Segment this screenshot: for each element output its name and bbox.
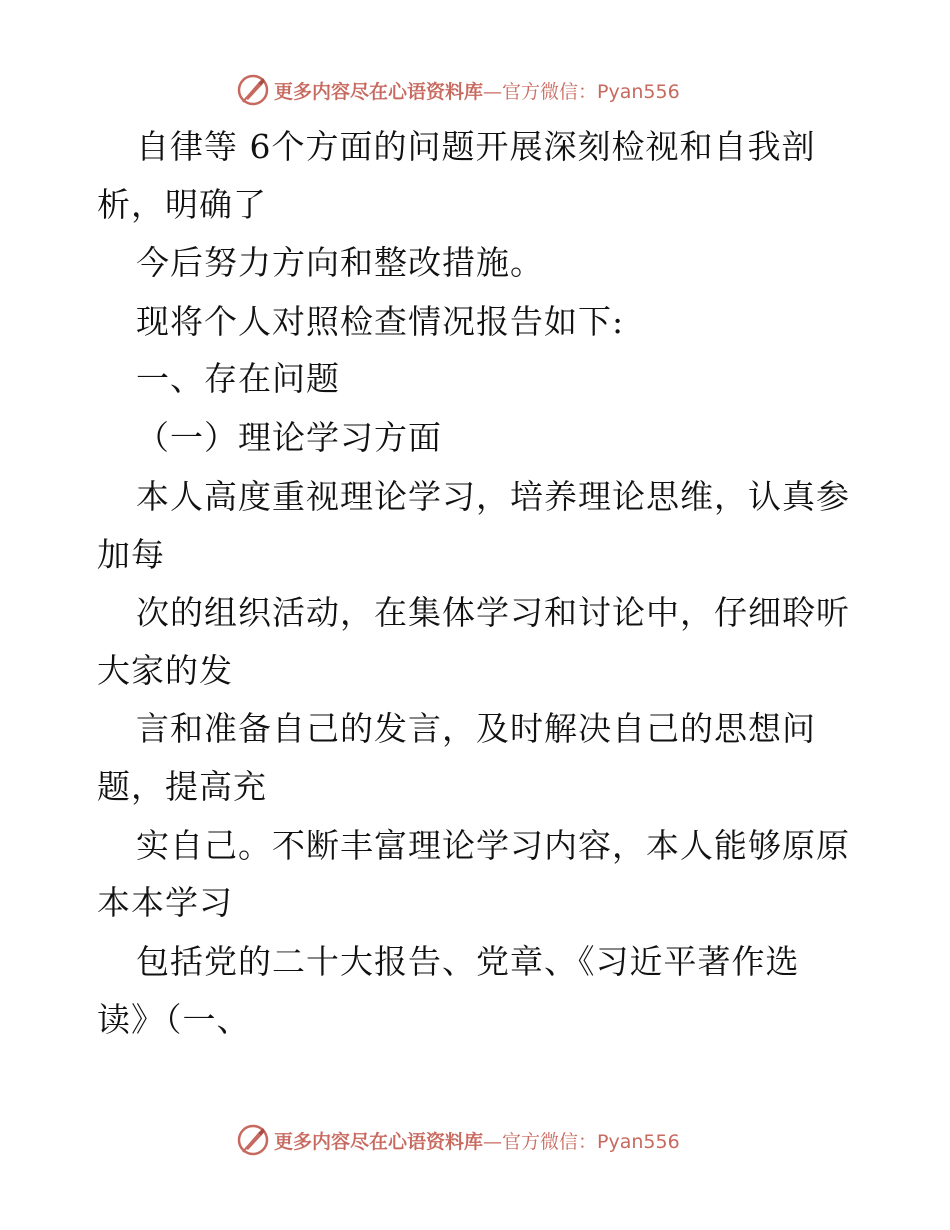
text-line: 析，明确了 (97, 185, 267, 224)
watermark-suffix: 官方微信： (502, 1130, 598, 1153)
watermark-brand: 更多内容尽在心语资料库 (274, 80, 484, 103)
text-line: 自律等 6个方面的问题开展深刻检视和自我剖 (136, 127, 816, 166)
text-line: 言和准备自己的发言，及时解决自己的思想问 (136, 709, 816, 748)
watermark-text (274, 77, 680, 104)
text-line: 本人高度重视理论学习，培养理论思维，认真参 (136, 477, 850, 516)
watermark-text (274, 1127, 680, 1154)
watermark-dash: — (483, 1130, 503, 1153)
watermark-brand: 更多内容尽在心语资料库 (274, 1130, 484, 1153)
text-line: 题，提高充 (97, 767, 267, 806)
text-line: 实自己。不断丰富理论学习内容，本人能够原原 (136, 826, 850, 865)
text-line: 现将个人对照检查情况报告如下: (136, 302, 625, 341)
watermark-dash: — (483, 80, 503, 103)
quill-pen-logo-icon (236, 1123, 270, 1157)
watermark-wechat-id: Pyan556 (597, 80, 680, 103)
text-line: 读》（一、 (97, 1000, 251, 1039)
text-line: 本本学习 (97, 883, 233, 922)
quill-pen-logo-icon (236, 73, 270, 107)
text-line: 大家的发 (97, 651, 233, 690)
section-heading: 一、存在问题 (136, 359, 340, 398)
watermark-suffix: 官方微信： (502, 80, 598, 103)
header-watermark (236, 72, 680, 108)
text-line: 次的组织活动，在集体学习和讨论中，仔细聆听 (136, 593, 850, 632)
text-line: 今后努力方向和整改措施。 (136, 243, 544, 282)
text-line: 包括党的二十大报告、党章、《习近平著作选 (136, 942, 800, 981)
text-line: 加每 (97, 535, 165, 574)
subsection-heading: （一）理论学习方面 (136, 418, 442, 457)
footer-watermark (236, 1122, 680, 1158)
watermark-wechat-id: Pyan556 (597, 1130, 680, 1153)
